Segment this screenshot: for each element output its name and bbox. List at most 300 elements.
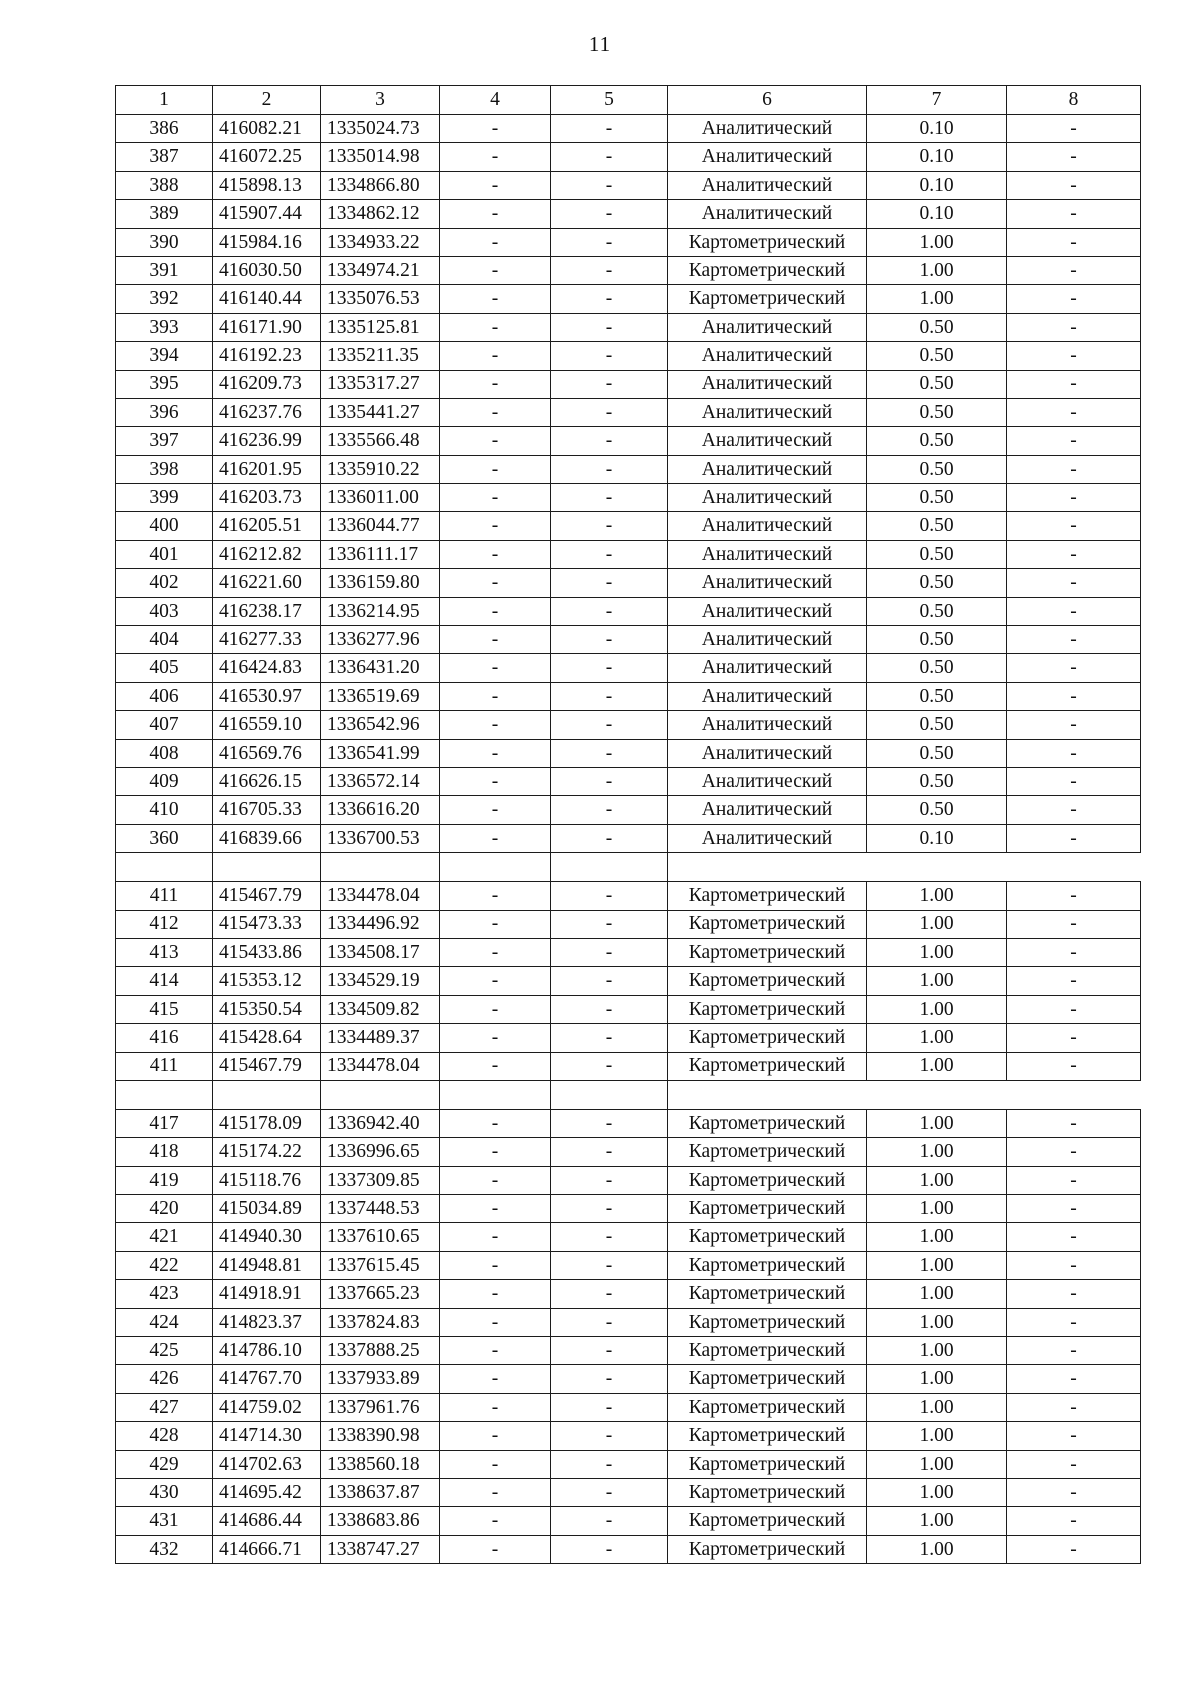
y-coordinate-cell: 1337961.76 bbox=[321, 1393, 440, 1421]
table-row bbox=[116, 910, 1141, 938]
point-number-cell: 415 bbox=[116, 995, 213, 1023]
accuracy-cell: 0.50 bbox=[867, 626, 1007, 654]
col-5-cell: - bbox=[551, 228, 668, 256]
point-number-cell: 399 bbox=[116, 484, 213, 512]
y-coordinate-cell: 1334478.04 bbox=[321, 882, 440, 910]
col-5-cell: - bbox=[551, 484, 668, 512]
col-4-cell: - bbox=[440, 313, 551, 341]
col-4-cell: - bbox=[440, 1280, 551, 1308]
table-row bbox=[116, 1422, 1141, 1450]
x-coordinate-cell: 414940.30 bbox=[213, 1223, 321, 1251]
accuracy-cell: 1.00 bbox=[867, 1223, 1007, 1251]
col-5-cell: - bbox=[551, 1280, 668, 1308]
col-8-cell: - bbox=[1007, 938, 1141, 966]
table-row bbox=[116, 824, 1141, 852]
accuracy-cell: 1.00 bbox=[867, 1195, 1007, 1223]
y-coordinate-cell: 1335566.48 bbox=[321, 427, 440, 455]
method-cell: Картометрический bbox=[668, 1535, 867, 1563]
x-coordinate-cell: 414948.81 bbox=[213, 1251, 321, 1279]
point-number-cell: 412 bbox=[116, 910, 213, 938]
col-4-cell: - bbox=[440, 427, 551, 455]
col-8-cell: - bbox=[1007, 143, 1141, 171]
method-cell: Аналитический bbox=[668, 767, 867, 795]
method-cell: Картометрический bbox=[668, 1138, 867, 1166]
y-coordinate-cell: 1336942.40 bbox=[321, 1109, 440, 1137]
point-number-cell: 422 bbox=[116, 1251, 213, 1279]
y-coordinate-cell: 1336431.20 bbox=[321, 654, 440, 682]
table-row bbox=[116, 569, 1141, 597]
col-4-cell: - bbox=[440, 256, 551, 284]
col-8-cell: - bbox=[1007, 1450, 1141, 1478]
table-row bbox=[116, 739, 1141, 767]
accuracy-cell: 1.00 bbox=[867, 1052, 1007, 1080]
x-coordinate-cell: 416072.25 bbox=[213, 143, 321, 171]
accuracy-cell: 0.50 bbox=[867, 597, 1007, 625]
col-4-cell: - bbox=[440, 228, 551, 256]
separator-cell bbox=[1007, 853, 1141, 882]
table-row bbox=[116, 626, 1141, 654]
table-row bbox=[116, 654, 1141, 682]
col-4-cell: - bbox=[440, 1223, 551, 1251]
y-coordinate-cell: 1335024.73 bbox=[321, 115, 440, 143]
accuracy-cell: 0.50 bbox=[867, 342, 1007, 370]
column-header: 1 bbox=[116, 86, 213, 115]
x-coordinate-cell: 414666.71 bbox=[213, 1535, 321, 1563]
x-coordinate-cell: 414823.37 bbox=[213, 1308, 321, 1336]
table-row bbox=[116, 1535, 1141, 1563]
y-coordinate-cell: 1335014.98 bbox=[321, 143, 440, 171]
col-8-cell: - bbox=[1007, 1024, 1141, 1052]
point-number-cell: 410 bbox=[116, 796, 213, 824]
col-8-cell: - bbox=[1007, 1195, 1141, 1223]
point-number-cell: 429 bbox=[116, 1450, 213, 1478]
column-header: 4 bbox=[440, 86, 551, 115]
point-number-cell: 400 bbox=[116, 512, 213, 540]
table-row bbox=[116, 767, 1141, 795]
method-cell: Картометрический bbox=[668, 256, 867, 284]
separator-cell bbox=[116, 853, 213, 882]
col-5-cell: - bbox=[551, 597, 668, 625]
accuracy-cell: 0.50 bbox=[867, 398, 1007, 426]
col-5-cell: - bbox=[551, 824, 668, 852]
separator-cell bbox=[440, 853, 551, 882]
col-5-cell: - bbox=[551, 1535, 668, 1563]
point-number-cell: 389 bbox=[116, 200, 213, 228]
method-cell: Картометрический bbox=[668, 1507, 867, 1535]
y-coordinate-cell: 1335125.81 bbox=[321, 313, 440, 341]
table-row bbox=[116, 711, 1141, 739]
y-coordinate-cell: 1336616.20 bbox=[321, 796, 440, 824]
point-number-cell: 413 bbox=[116, 938, 213, 966]
table-row bbox=[116, 143, 1141, 171]
col-5-cell: - bbox=[551, 200, 668, 228]
separator-cell bbox=[116, 1080, 213, 1109]
col-8-cell: - bbox=[1007, 967, 1141, 995]
point-number-cell: 405 bbox=[116, 654, 213, 682]
col-4-cell: - bbox=[440, 1393, 551, 1421]
col-5-cell: - bbox=[551, 1138, 668, 1166]
point-number-cell: 408 bbox=[116, 739, 213, 767]
x-coordinate-cell: 416277.33 bbox=[213, 626, 321, 654]
method-cell: Картометрический bbox=[668, 882, 867, 910]
method-cell: Картометрический bbox=[668, 967, 867, 995]
method-cell: Аналитический bbox=[668, 398, 867, 426]
col-8-cell: - bbox=[1007, 1138, 1141, 1166]
point-number-cell: 407 bbox=[116, 711, 213, 739]
col-5-cell: - bbox=[551, 910, 668, 938]
col-5-cell: - bbox=[551, 1507, 668, 1535]
y-coordinate-cell: 1334974.21 bbox=[321, 256, 440, 284]
accuracy-cell: 1.00 bbox=[867, 1308, 1007, 1336]
col-8-cell: - bbox=[1007, 1337, 1141, 1365]
separator-cell bbox=[668, 1080, 867, 1109]
x-coordinate-cell: 415350.54 bbox=[213, 995, 321, 1023]
separator-cell bbox=[321, 853, 440, 882]
y-coordinate-cell: 1336996.65 bbox=[321, 1138, 440, 1166]
x-coordinate-cell: 415353.12 bbox=[213, 967, 321, 995]
x-coordinate-cell: 415467.79 bbox=[213, 1052, 321, 1080]
point-number-cell: 393 bbox=[116, 313, 213, 341]
x-coordinate-cell: 416237.76 bbox=[213, 398, 321, 426]
method-cell: Аналитический bbox=[668, 569, 867, 597]
col-5-cell: - bbox=[551, 1450, 668, 1478]
accuracy-cell: 1.00 bbox=[867, 1507, 1007, 1535]
x-coordinate-cell: 415034.89 bbox=[213, 1195, 321, 1223]
x-coordinate-cell: 415467.79 bbox=[213, 882, 321, 910]
x-coordinate-cell: 416236.99 bbox=[213, 427, 321, 455]
point-number-cell: 404 bbox=[116, 626, 213, 654]
x-coordinate-cell: 416171.90 bbox=[213, 313, 321, 341]
table-row bbox=[116, 1166, 1141, 1194]
col-5-cell: - bbox=[551, 1251, 668, 1279]
col-5-cell: - bbox=[551, 512, 668, 540]
col-5-cell: - bbox=[551, 767, 668, 795]
col-4-cell: - bbox=[440, 1166, 551, 1194]
method-cell: Картометрический bbox=[668, 995, 867, 1023]
y-coordinate-cell: 1334496.92 bbox=[321, 910, 440, 938]
col-4-cell: - bbox=[440, 711, 551, 739]
column-header: 2 bbox=[213, 86, 321, 115]
col-4-cell: - bbox=[440, 455, 551, 483]
col-4-cell: - bbox=[440, 115, 551, 143]
x-coordinate-cell: 416205.51 bbox=[213, 512, 321, 540]
y-coordinate-cell: 1337448.53 bbox=[321, 1195, 440, 1223]
point-number-cell: 395 bbox=[116, 370, 213, 398]
col-5-cell: - bbox=[551, 1478, 668, 1506]
x-coordinate-cell: 415178.09 bbox=[213, 1109, 321, 1137]
accuracy-cell: 1.00 bbox=[867, 1365, 1007, 1393]
col-5-cell: - bbox=[551, 711, 668, 739]
col-8-cell: - bbox=[1007, 597, 1141, 625]
y-coordinate-cell: 1337309.85 bbox=[321, 1166, 440, 1194]
col-8-cell: - bbox=[1007, 569, 1141, 597]
y-coordinate-cell: 1334866.80 bbox=[321, 171, 440, 199]
col-4-cell: - bbox=[440, 342, 551, 370]
table-body bbox=[116, 86, 1141, 1564]
table-row bbox=[116, 1024, 1141, 1052]
col-5-cell: - bbox=[551, 115, 668, 143]
method-cell: Аналитический bbox=[668, 597, 867, 625]
accuracy-cell: 0.50 bbox=[867, 540, 1007, 568]
x-coordinate-cell: 415473.33 bbox=[213, 910, 321, 938]
col-5-cell: - bbox=[551, 285, 668, 313]
col-4-cell: - bbox=[440, 910, 551, 938]
table-row bbox=[116, 313, 1141, 341]
accuracy-cell: 1.00 bbox=[867, 1280, 1007, 1308]
point-number-cell: 431 bbox=[116, 1507, 213, 1535]
y-coordinate-cell: 1337888.25 bbox=[321, 1337, 440, 1365]
table-row bbox=[116, 455, 1141, 483]
y-coordinate-cell: 1335910.22 bbox=[321, 455, 440, 483]
col-5-cell: - bbox=[551, 882, 668, 910]
col-8-cell: - bbox=[1007, 739, 1141, 767]
col-8-cell: - bbox=[1007, 654, 1141, 682]
point-number-cell: 360 bbox=[116, 824, 213, 852]
table-row bbox=[116, 1138, 1141, 1166]
col-5-cell: - bbox=[551, 796, 668, 824]
column-header: 8 bbox=[1007, 86, 1141, 115]
col-8-cell: - bbox=[1007, 796, 1141, 824]
method-cell: Картометрический bbox=[668, 285, 867, 313]
x-coordinate-cell: 416192.23 bbox=[213, 342, 321, 370]
col-8-cell: - bbox=[1007, 285, 1141, 313]
col-4-cell: - bbox=[440, 1365, 551, 1393]
point-number-cell: 411 bbox=[116, 1052, 213, 1080]
x-coordinate-cell: 416209.73 bbox=[213, 370, 321, 398]
method-cell: Картометрический bbox=[668, 1109, 867, 1137]
point-number-cell: 414 bbox=[116, 967, 213, 995]
y-coordinate-cell: 1337933.89 bbox=[321, 1365, 440, 1393]
x-coordinate-cell: 415907.44 bbox=[213, 200, 321, 228]
col-4-cell: - bbox=[440, 626, 551, 654]
accuracy-cell: 0.50 bbox=[867, 313, 1007, 341]
table-header-row bbox=[116, 86, 1141, 115]
col-5-cell: - bbox=[551, 427, 668, 455]
col-4-cell: - bbox=[440, 767, 551, 795]
col-4-cell: - bbox=[440, 938, 551, 966]
accuracy-cell: 1.00 bbox=[867, 938, 1007, 966]
col-4-cell: - bbox=[440, 370, 551, 398]
col-8-cell: - bbox=[1007, 398, 1141, 426]
y-coordinate-cell: 1336044.77 bbox=[321, 512, 440, 540]
y-coordinate-cell: 1337610.65 bbox=[321, 1223, 440, 1251]
table-row bbox=[116, 228, 1141, 256]
table-row bbox=[116, 938, 1141, 966]
y-coordinate-cell: 1336159.80 bbox=[321, 569, 440, 597]
y-coordinate-cell: 1334478.04 bbox=[321, 1052, 440, 1080]
method-cell: Картометрический bbox=[668, 1223, 867, 1251]
point-number-cell: 392 bbox=[116, 285, 213, 313]
col-8-cell: - bbox=[1007, 540, 1141, 568]
col-4-cell: - bbox=[440, 1337, 551, 1365]
method-cell: Аналитический bbox=[668, 682, 867, 710]
col-4-cell: - bbox=[440, 824, 551, 852]
group-separator-row bbox=[116, 853, 1141, 882]
column-header: 3 bbox=[321, 86, 440, 115]
table-row bbox=[116, 1478, 1141, 1506]
col-4-cell: - bbox=[440, 1251, 551, 1279]
method-cell: Картометрический bbox=[668, 1251, 867, 1279]
point-number-cell: 406 bbox=[116, 682, 213, 710]
point-number-cell: 398 bbox=[116, 455, 213, 483]
col-4-cell: - bbox=[440, 1450, 551, 1478]
x-coordinate-cell: 415118.76 bbox=[213, 1166, 321, 1194]
x-coordinate-cell: 416030.50 bbox=[213, 256, 321, 284]
x-coordinate-cell: 416839.66 bbox=[213, 824, 321, 852]
col-5-cell: - bbox=[551, 995, 668, 1023]
point-number-cell: 416 bbox=[116, 1024, 213, 1052]
method-cell: Аналитический bbox=[668, 370, 867, 398]
col-5-cell: - bbox=[551, 654, 668, 682]
method-cell: Аналитический bbox=[668, 540, 867, 568]
table-row bbox=[116, 171, 1141, 199]
table-row bbox=[116, 1365, 1141, 1393]
accuracy-cell: 0.50 bbox=[867, 370, 1007, 398]
table-row bbox=[116, 1308, 1141, 1336]
point-number-cell: 420 bbox=[116, 1195, 213, 1223]
y-coordinate-cell: 1336277.96 bbox=[321, 626, 440, 654]
method-cell: Аналитический bbox=[668, 143, 867, 171]
col-5-cell: - bbox=[551, 1223, 668, 1251]
col-4-cell: - bbox=[440, 597, 551, 625]
y-coordinate-cell: 1336541.99 bbox=[321, 739, 440, 767]
col-4-cell: - bbox=[440, 1422, 551, 1450]
col-5-cell: - bbox=[551, 256, 668, 284]
table-row bbox=[116, 398, 1141, 426]
point-number-cell: 401 bbox=[116, 540, 213, 568]
col-4-cell: - bbox=[440, 398, 551, 426]
y-coordinate-cell: 1338637.87 bbox=[321, 1478, 440, 1506]
col-5-cell: - bbox=[551, 626, 668, 654]
x-coordinate-cell: 416201.95 bbox=[213, 455, 321, 483]
col-8-cell: - bbox=[1007, 1308, 1141, 1336]
accuracy-cell: 1.00 bbox=[867, 1393, 1007, 1421]
col-8-cell: - bbox=[1007, 484, 1141, 512]
col-4-cell: - bbox=[440, 967, 551, 995]
point-number-cell: 411 bbox=[116, 882, 213, 910]
x-coordinate-cell: 416705.33 bbox=[213, 796, 321, 824]
point-number-cell: 403 bbox=[116, 597, 213, 625]
point-number-cell: 430 bbox=[116, 1478, 213, 1506]
col-4-cell: - bbox=[440, 200, 551, 228]
group-separator-row bbox=[116, 1080, 1141, 1109]
col-8-cell: - bbox=[1007, 1393, 1141, 1421]
x-coordinate-cell: 415174.22 bbox=[213, 1138, 321, 1166]
table-row bbox=[116, 1223, 1141, 1251]
y-coordinate-cell: 1337665.23 bbox=[321, 1280, 440, 1308]
y-coordinate-cell: 1334508.17 bbox=[321, 938, 440, 966]
col-5-cell: - bbox=[551, 967, 668, 995]
x-coordinate-cell: 416530.97 bbox=[213, 682, 321, 710]
col-5-cell: - bbox=[551, 540, 668, 568]
point-number-cell: 397 bbox=[116, 427, 213, 455]
col-5-cell: - bbox=[551, 370, 668, 398]
x-coordinate-cell: 414918.91 bbox=[213, 1280, 321, 1308]
x-coordinate-cell: 414714.30 bbox=[213, 1422, 321, 1450]
col-4-cell: - bbox=[440, 1507, 551, 1535]
col-8-cell: - bbox=[1007, 1109, 1141, 1137]
table-row bbox=[116, 342, 1141, 370]
point-number-cell: 402 bbox=[116, 569, 213, 597]
method-cell: Аналитический bbox=[668, 427, 867, 455]
col-8-cell: - bbox=[1007, 1223, 1141, 1251]
accuracy-cell: 0.10 bbox=[867, 143, 1007, 171]
method-cell: Аналитический bbox=[668, 711, 867, 739]
y-coordinate-cell: 1336542.96 bbox=[321, 711, 440, 739]
accuracy-cell: 1.00 bbox=[867, 285, 1007, 313]
accuracy-cell: 0.50 bbox=[867, 711, 1007, 739]
col-4-cell: - bbox=[440, 882, 551, 910]
y-coordinate-cell: 1338747.27 bbox=[321, 1535, 440, 1563]
table-row bbox=[116, 1450, 1141, 1478]
method-cell: Аналитический bbox=[668, 484, 867, 512]
col-8-cell: - bbox=[1007, 1507, 1141, 1535]
col-4-cell: - bbox=[440, 739, 551, 767]
col-4-cell: - bbox=[440, 512, 551, 540]
col-5-cell: - bbox=[551, 1393, 668, 1421]
separator-cell bbox=[213, 853, 321, 882]
col-5-cell: - bbox=[551, 938, 668, 966]
table-row bbox=[116, 1280, 1141, 1308]
method-cell: Картометрический bbox=[668, 1280, 867, 1308]
table-row bbox=[116, 512, 1141, 540]
col-5-cell: - bbox=[551, 1109, 668, 1137]
accuracy-cell: 1.00 bbox=[867, 256, 1007, 284]
y-coordinate-cell: 1336519.69 bbox=[321, 682, 440, 710]
point-number-cell: 432 bbox=[116, 1535, 213, 1563]
table-row bbox=[116, 597, 1141, 625]
accuracy-cell: 1.00 bbox=[867, 1251, 1007, 1279]
accuracy-cell: 1.00 bbox=[867, 1024, 1007, 1052]
col-8-cell: - bbox=[1007, 200, 1141, 228]
col-4-cell: - bbox=[440, 285, 551, 313]
table-row bbox=[116, 370, 1141, 398]
col-8-cell: - bbox=[1007, 1365, 1141, 1393]
col-4-cell: - bbox=[440, 1195, 551, 1223]
point-number-cell: 388 bbox=[116, 171, 213, 199]
accuracy-cell: 1.00 bbox=[867, 1109, 1007, 1137]
method-cell: Аналитический bbox=[668, 796, 867, 824]
method-cell: Картометрический bbox=[668, 1422, 867, 1450]
separator-cell bbox=[551, 1080, 668, 1109]
col-5-cell: - bbox=[551, 1166, 668, 1194]
accuracy-cell: 0.10 bbox=[867, 171, 1007, 199]
col-8-cell: - bbox=[1007, 910, 1141, 938]
col-8-cell: - bbox=[1007, 1280, 1141, 1308]
col-8-cell: - bbox=[1007, 1535, 1141, 1563]
col-8-cell: - bbox=[1007, 1251, 1141, 1279]
method-cell: Аналитический bbox=[668, 824, 867, 852]
col-4-cell: - bbox=[440, 1308, 551, 1336]
x-coordinate-cell: 415984.16 bbox=[213, 228, 321, 256]
col-4-cell: - bbox=[440, 1109, 551, 1137]
column-header: 5 bbox=[551, 86, 668, 115]
y-coordinate-cell: 1334933.22 bbox=[321, 228, 440, 256]
point-number-cell: 425 bbox=[116, 1337, 213, 1365]
point-number-cell: 391 bbox=[116, 256, 213, 284]
x-coordinate-cell: 416082.21 bbox=[213, 115, 321, 143]
col-8-cell: - bbox=[1007, 228, 1141, 256]
point-number-cell: 423 bbox=[116, 1280, 213, 1308]
accuracy-cell: 1.00 bbox=[867, 1166, 1007, 1194]
method-cell: Аналитический bbox=[668, 654, 867, 682]
x-coordinate-cell: 416424.83 bbox=[213, 654, 321, 682]
y-coordinate-cell: 1336700.53 bbox=[321, 824, 440, 852]
y-coordinate-cell: 1338683.86 bbox=[321, 1507, 440, 1535]
col-4-cell: - bbox=[440, 796, 551, 824]
col-8-cell: - bbox=[1007, 115, 1141, 143]
x-coordinate-cell: 416626.15 bbox=[213, 767, 321, 795]
